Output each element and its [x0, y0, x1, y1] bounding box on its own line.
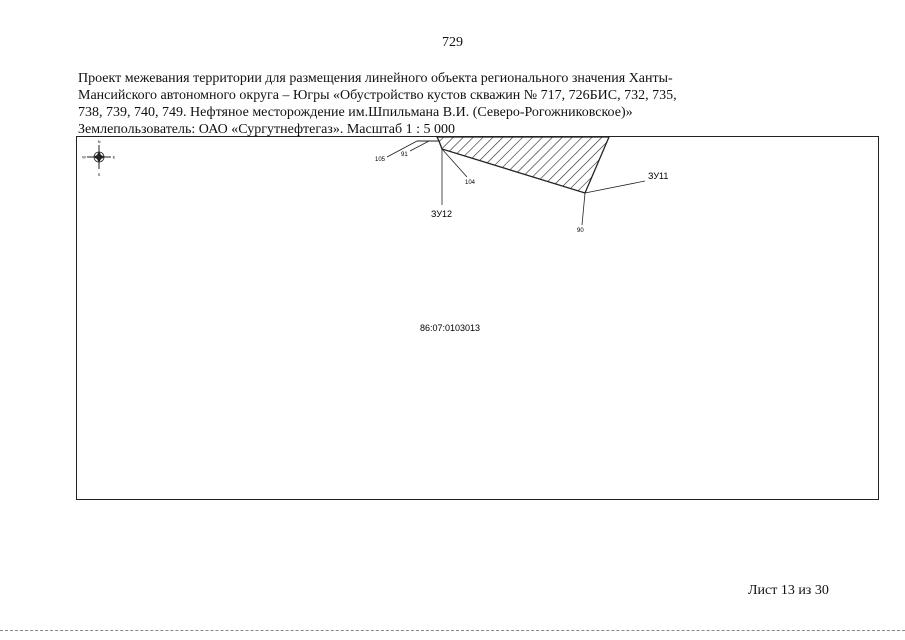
parcel-label-zu12: ЗУ12 — [431, 209, 453, 219]
compass-east: E — [112, 154, 116, 160]
compass-north: N — [97, 139, 101, 144]
compass-west: W — [82, 154, 86, 160]
point-label-105: 105 — [375, 157, 386, 163]
document-header — [78, 70, 768, 138]
map-drawing — [77, 137, 880, 501]
header-line-1: Проект межевания территории для размещения линейного объекта регионального значения Ханты- — [78, 71, 673, 86]
page-edge-divider — [0, 630, 905, 631]
leader-91 — [410, 141, 429, 151]
header-line-4: Землепользователь: ОАО «Сургутнефтегаз». Масштаб 1 : 5 000 — [78, 122, 456, 137]
point-label-104: 104 — [465, 180, 476, 186]
leader-90 — [582, 193, 585, 225]
header-line-3: 738, 739, 740, 749. Нефтяное месторождение им.Шпильмана В.И. (Северо-Рогожниковское)» — [78, 105, 633, 120]
cadastral-number: 86:07:0103013 — [420, 323, 481, 333]
parcel-zu11-area — [437, 137, 609, 193]
parcel-label-zu11: ЗУ11 — [648, 171, 669, 181]
compass-south: S — [97, 172, 101, 177]
leader-zu11 — [585, 181, 645, 193]
compass-icon — [82, 139, 116, 177]
page-number: 729 — [442, 35, 463, 50]
survey-map — [76, 136, 879, 500]
header-line-2: Мансийского автономного округа – Югры «Обустройство кустов скважин № 717, 726БИС, 732, 735, — [78, 88, 677, 103]
sheet-number: Лист 13 из 30 — [748, 583, 829, 598]
point-label-90: 90 — [577, 228, 584, 234]
point-label-91: 91 — [401, 152, 408, 158]
